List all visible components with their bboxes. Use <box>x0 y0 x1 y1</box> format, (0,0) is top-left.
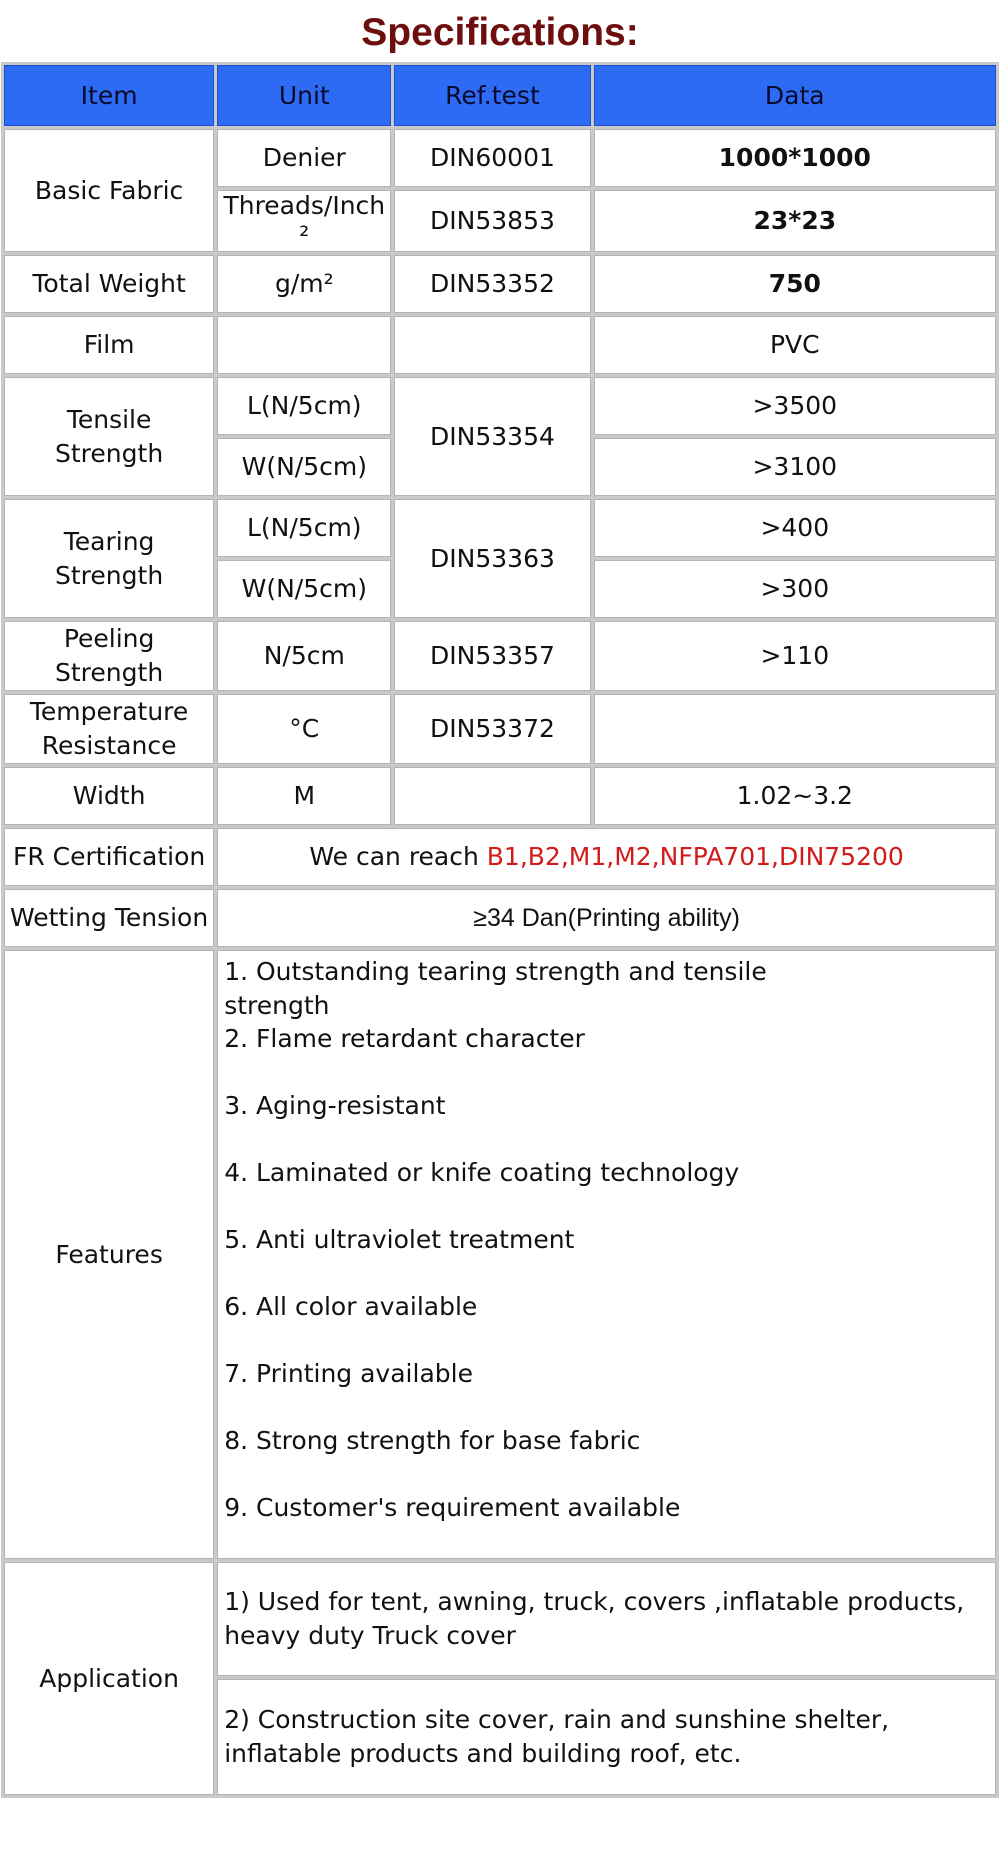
threads-unit: Threads/Inch² <box>217 190 391 252</box>
header-data: Data <box>594 65 996 126</box>
application-label: Application <box>4 1562 214 1795</box>
application-item: 2) Construction site cover, rain and sunshine shelter, inflatable products and building roof, etc. <box>217 1679 996 1795</box>
temperature-ref: DIN53372 <box>394 694 590 764</box>
tearing-l-unit: L(N/5cm) <box>217 499 391 557</box>
tensile-l-data: >3500 <box>594 377 996 435</box>
threads-ref: DIN53853 <box>394 190 590 252</box>
header-item: Item <box>4 65 214 126</box>
tearing-w-data: >300 <box>594 560 996 618</box>
film-unit <box>217 316 391 374</box>
film-ref <box>394 316 590 374</box>
total-weight-label: Total Weight <box>4 255 214 313</box>
page-title: Specifications: <box>361 11 639 54</box>
peeling-ref: DIN53357 <box>394 621 590 691</box>
wetting-tension-data: ≥34 Dan(Printing ability) <box>217 889 996 947</box>
list-item: 1. Outstanding tearing strength and tensile strength <box>224 957 767 1020</box>
tearing-ref: DIN53363 <box>394 499 590 618</box>
threads-data: 23*23 <box>594 190 996 252</box>
table-header-row <box>4 65 996 126</box>
specifications-table <box>1 62 999 1798</box>
table-row <box>4 767 996 825</box>
list-item: 4. Laminated or knife coating technology <box>224 1158 740 1187</box>
tearing-w-unit: W(N/5cm) <box>217 560 391 618</box>
denier-unit: Denier <box>217 129 391 187</box>
table-row <box>4 950 996 1559</box>
width-data: 1.02~3.2 <box>594 767 996 825</box>
table-row <box>4 889 996 947</box>
tensile-w-unit: W(N/5cm) <box>217 438 391 496</box>
table-row <box>4 1562 996 1676</box>
table-row <box>4 499 996 557</box>
temperature-data <box>594 694 996 764</box>
list-item: 2. Flame retardant character <box>224 1024 585 1053</box>
total-weight-ref: DIN53352 <box>394 255 590 313</box>
table-row <box>4 316 996 374</box>
peeling-label: Peeling Strength <box>4 621 214 691</box>
list-item: 5. Anti ultraviolet treatment <box>224 1225 575 1254</box>
fr-certification-label: FR Certification <box>4 828 214 886</box>
table-row <box>4 129 996 187</box>
table-row <box>4 255 996 313</box>
table-row <box>4 621 996 691</box>
total-weight-unit: g/m² <box>217 255 391 313</box>
fr-certification-data <box>217 828 996 886</box>
table-row <box>4 828 996 886</box>
temperature-unit: °C <box>217 694 391 764</box>
width-ref <box>394 767 590 825</box>
film-data: PVC <box>594 316 996 374</box>
peeling-data: >110 <box>594 621 996 691</box>
tearing-l-data: >400 <box>594 499 996 557</box>
list-item: 7. Printing available <box>224 1359 473 1388</box>
list-item: 3. Aging-resistant <box>224 1091 446 1120</box>
list-item: 6. All color available <box>224 1292 478 1321</box>
application-item: 1) Used for tent, awning, truck, covers ,inflatable products, heavy duty Truck cover <box>217 1562 996 1676</box>
table-row <box>4 377 996 435</box>
list-item: 9. Customer's requirement available <box>224 1493 681 1522</box>
wetting-tension-label: Wetting Tension <box>4 889 214 947</box>
temperature-label: Temperature Resistance <box>4 694 214 764</box>
width-unit: M <box>217 767 391 825</box>
tensile-label: Tensile Strength <box>4 377 214 496</box>
tensile-l-unit: L(N/5cm) <box>217 377 391 435</box>
header-unit: Unit <box>217 65 391 126</box>
list-item: 8. Strong strength for base fabric <box>224 1426 641 1455</box>
denier-ref: DIN60001 <box>394 129 590 187</box>
features-list <box>217 950 996 1559</box>
features-label: Features <box>4 950 214 1559</box>
fr-certs: B1,B2,M1,M2,NFPA701,DIN75200 <box>486 842 904 871</box>
header-ref-test: Ref.test <box>394 65 590 126</box>
tensile-ref: DIN53354 <box>394 377 590 496</box>
table-row <box>4 694 996 764</box>
fr-prefix: We can reach <box>309 842 487 871</box>
peeling-unit: N/5cm <box>217 621 391 691</box>
basic-fabric-label: Basic Fabric <box>4 129 214 252</box>
tearing-label: Tearing Strength <box>4 499 214 618</box>
tensile-w-data: >3100 <box>594 438 996 496</box>
film-label: Film <box>4 316 214 374</box>
total-weight-data: 750 <box>594 255 996 313</box>
denier-data: 1000*1000 <box>594 129 996 187</box>
width-label: Width <box>4 767 214 825</box>
